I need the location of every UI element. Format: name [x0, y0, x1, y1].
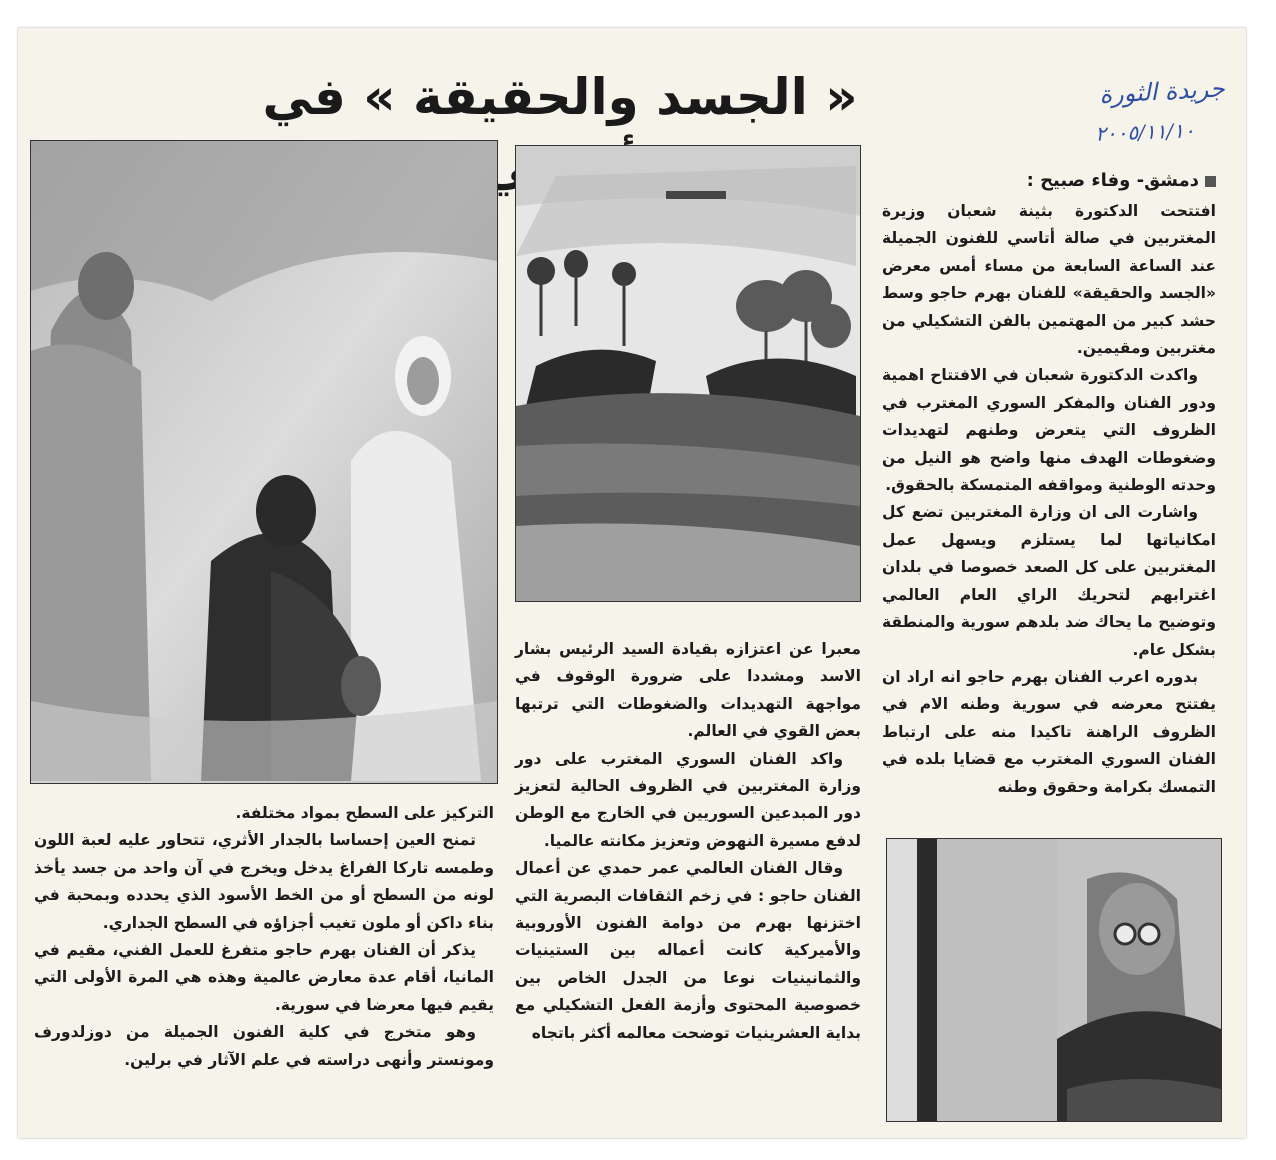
painting-landscape-art [516, 146, 860, 601]
byline-text: دمشق- وفاء صبيح : [1026, 170, 1199, 191]
paragraph: تمنح العين إحساسا بالجدار الأثري، تتحاور عليه لعبة اللون وطمسه تاركا الفراغ يدخل ويخرج في آن واحد من جسد يأخذ لونه من السطح أو من الخط الأسود الذي يحدده وبمحبة في بناء داكن أو ملون تغيب أجزاؤه في السطح الجداري. [34, 831, 494, 932]
article-column-right [882, 198, 1216, 830]
paragraph: التركيز على السطح بمواد مختلفة. [235, 804, 494, 822]
painting-portrait-art [887, 839, 1221, 1121]
paragraph: واشارت الى ان وزارة المغتربين تضع كل امكانياتها لما يستلزم ويسهل عمل المغتربين على كل الصعد خصوصا في بلدان اغترابهم لتحريك الراي العام العالمي وتوضيح ما يحاك ضد بلدهم سورية والمنطقة بشكل عام. [882, 503, 1216, 659]
bullet-square-icon [1205, 176, 1216, 187]
painting-figures-art [31, 141, 497, 783]
painting-portrait-image [886, 838, 1222, 1122]
paragraph: معبرا عن اعتزازه بقيادة السيد الرئيس بشار الاسد ومشددا على ضرورة الوقوف في مواجهة التهديدات والضغوطات التي ترتبها بعض القوي في العالم. [515, 640, 861, 741]
paragraph: واكدت الدكتورة شعبان في الافتتاح اهمية ودور الفنان والمفكر السوري المغترب في الظروف التي يتعرض وطنهم لتهديدات وضغوطات الهدف منها واضح هو النيل من وحدته الوطنية ومواقفه المتمسكة بالحقوق. [882, 366, 1216, 495]
masthead-handwritten: جريدة الثورة [1098, 74, 1226, 109]
date-handwritten: ٢٠٠٥/١١/١٠ [1094, 118, 1195, 146]
painting-landscape-image [515, 145, 861, 602]
paragraph: وقال الفنان العالمي عمر حمدي عن أعمال الفنان حاجو : في زخم الثقافات البصرية التي اختزنها بهرم من دوامة الفنون الأوروبية والأميركية كانت أعماله بين الستينيات والثمانينيات نوعا من الجدل الخاص بين خصوصية المحتوى وأزمة الفعل التشكيلي مع بداية العشرينيات توضحت معالمه أكثر باتجاه [515, 859, 861, 1042]
paragraph: واكد الفنان السوري المغترب على دور وزارة المغتربين في الظروف الحالية لتعزيز دور المبدعين السوريين في الخارج مع الوطن لدفع مسيرة النهوض وتعزيز مكانته عالميا. [515, 749, 861, 850]
paragraph: يذكر أن الفنان بهرم حاجو متفرغ للعمل الفني، مقيم في المانيا، أقام عدة معارض عالمية وهذه هي المرة الأولى التي يقيم فيها معرضا في سورية. [34, 941, 494, 1014]
headline: « الجسد والحقيقة » في [262, 68, 858, 126]
byline [880, 170, 1216, 198]
painting-figures-image [30, 140, 498, 784]
paragraph: افتتحت الدكتورة بثينة شعبان وزيرة المغتربين في صالة أتاسي للفنون الجميلة عند الساعة السابعة من مساء أمس معرض «الجسد والحقيقة» للفنان بهرم حاجو وسط حشد كبير من المهتمين بالفن التشكيلي من مغتربين ومقيمين. [882, 202, 1216, 358]
article-column-middle [515, 636, 861, 1118]
paragraph: وهو متخرج في كلية الفنون الجميلة من دوزلدورف ومونستر وأنهى دراسته في علم الآثار في برلين. [34, 1023, 494, 1069]
paragraph: بدوره اعرب الفنان بهرم حاجو انه اراد ان يفتتح معرضه في سورية وطنه الام في الظروف الراهنة تاكيدا منه على ارتباط الفنان السوري المغترب مع قضايا بلده في التمسك بكرامة وحقوق وطنه [882, 667, 1216, 796]
article-column-left [34, 800, 494, 1110]
photo-caption-faint [200, 775, 470, 787]
